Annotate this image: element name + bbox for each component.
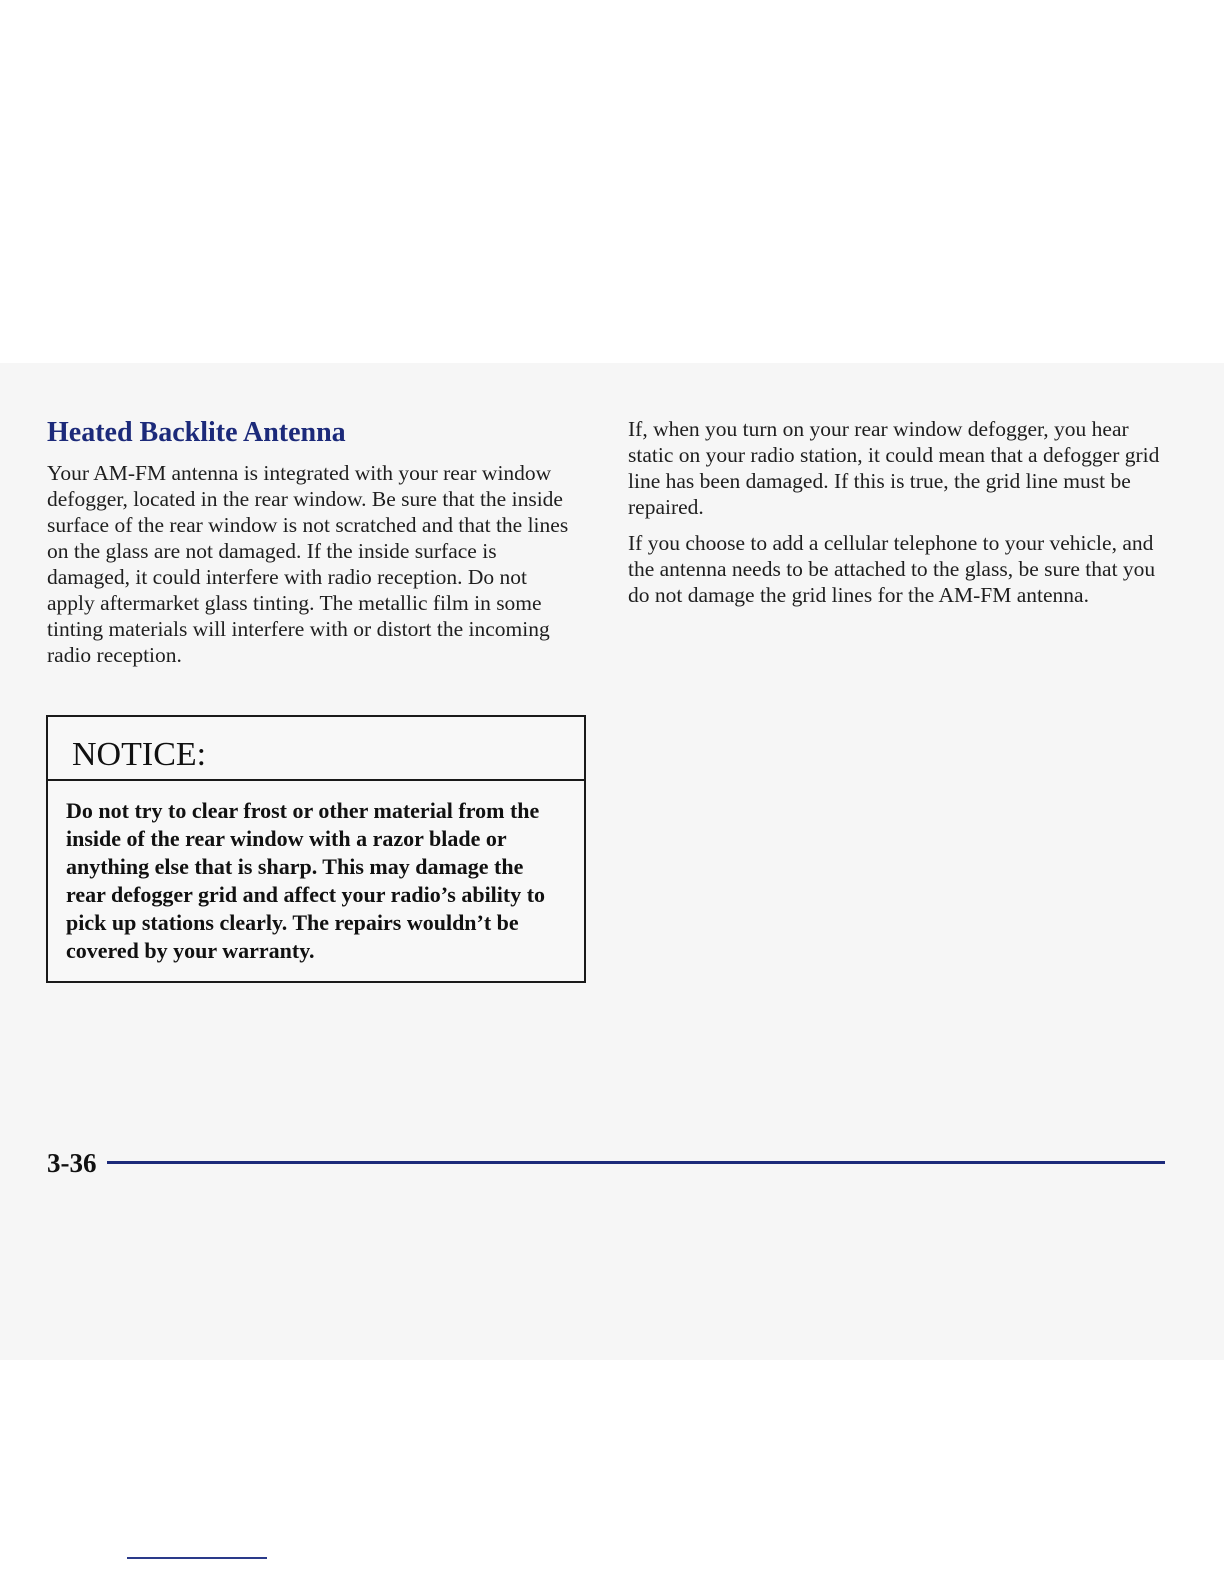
static-paragraph: If, when you turn on your rear window defogger, you hear static on your radio station, it could mean that a defogger grid line has been damaged. If this is true, the grid line must be repaired. [628, 417, 1160, 519]
footer-rule [107, 1161, 1165, 1164]
page-footer [47, 1145, 1167, 1181]
section-heading: Heated Backlite Antenna [47, 417, 346, 448]
antenna-description-paragraph: Your AM-FM antenna is integrated with your rear window defogger, located in the rear window. Be sure that the inside surface of the rear window is not scratched and that the lines on the glass are not damaged. If the inside surface is damaged, it could interfere with radio reception. Do not apply aftermarket glass tinting. The metallic film in some tinting materials will interfere with or distort the incoming radio reception. [47, 461, 569, 667]
notice-title: NOTICE: [48, 717, 584, 781]
cellular-paragraph: If you choose to add a cellular telephone to your vehicle, and the antenna needs to be attached to the glass, be sure that you do not damage the grid lines for the AM-FM antenna. [628, 531, 1156, 607]
notice-text: Do not try to clear frost or other material from the inside of the rear window with a razor blade or anything else that is sharp. This may damage the rear defogger grid and affect your radio’s ability to pick up stations clearly. The repairs wouldn’t be covered by your warranty. [66, 798, 546, 963]
bottom-rule-mark [127, 1557, 267, 1559]
left-column [47, 416, 577, 668]
right-column [628, 416, 1168, 608]
notice-box [46, 715, 586, 983]
page-number: 3-36 [47, 1148, 97, 1178]
